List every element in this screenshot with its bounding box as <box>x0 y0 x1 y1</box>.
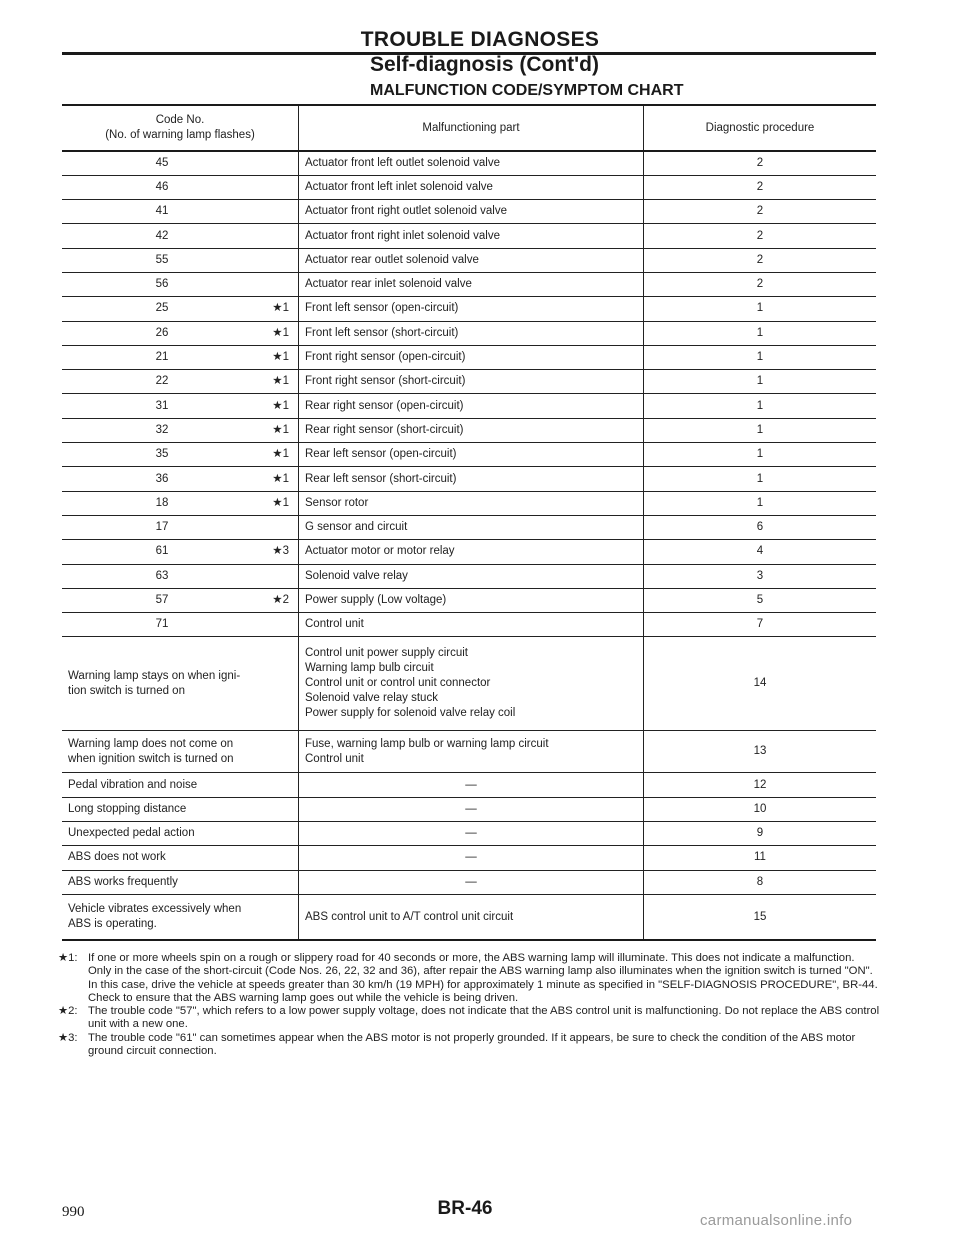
part-line: Fuse, warning lamp bulb or warning lamp circuit <box>305 737 549 750</box>
part-cell: — <box>299 773 644 797</box>
symptom-cell: Long stopping distance <box>62 797 299 821</box>
code-number: 71 <box>155 618 169 631</box>
procedure-cell: 2 <box>756 156 764 169</box>
code-number: 42 <box>155 229 169 242</box>
table-row <box>62 175 876 199</box>
symptom-line: ABS is operating. <box>68 918 157 931</box>
table-row <box>62 394 876 418</box>
procedure-cell: 1 <box>756 399 764 412</box>
footnote-1 <box>58 952 880 1005</box>
symptom-line: when ignition switch is turned on <box>68 752 234 765</box>
footnote-2 <box>58 1005 880 1032</box>
procedure-cell: 12 <box>753 778 767 791</box>
code-number: 55 <box>155 253 169 266</box>
code-number: 56 <box>155 278 169 291</box>
procedure-cell: 8 <box>756 875 764 888</box>
table-row <box>62 272 876 296</box>
code-number: 36 <box>155 472 169 485</box>
part-cell: — <box>299 846 644 870</box>
page-title: TROUBLE DIAGNOSES <box>360 28 600 51</box>
part-cell: Actuator rear outlet solenoid valve <box>299 248 644 272</box>
symptom-line: Warning lamp stays on when igni- <box>68 669 241 682</box>
footnote-3 <box>58 1032 880 1059</box>
procedure-cell: 2 <box>756 229 764 242</box>
procedure-cell: 1 <box>756 448 764 461</box>
procedure-cell: 13 <box>753 745 767 758</box>
code-number: 32 <box>155 423 169 436</box>
table-row <box>62 540 876 564</box>
code-cell <box>62 515 299 539</box>
star-note-mark: ★1 <box>272 399 289 412</box>
table-row <box>62 846 876 870</box>
code-cell <box>62 297 299 321</box>
part-cell: Actuator front left inlet solenoid valve <box>299 175 644 199</box>
symptom-cell: ABS does not work <box>62 846 299 870</box>
table-row <box>62 773 876 797</box>
procedure-cell: 7 <box>756 618 764 631</box>
procedure-cell: 1 <box>756 375 764 388</box>
part-cell <box>299 731 644 773</box>
part-cell: Actuator rear inlet solenoid valve <box>299 272 644 296</box>
star-note-mark: ★3 <box>272 545 289 558</box>
table-row <box>62 321 876 345</box>
part-line: Warning lamp bulb circuit <box>305 662 434 675</box>
watermark: carmanualsonline.info <box>700 1212 853 1229</box>
star-note-mark: ★1 <box>272 448 289 461</box>
procedure-cell: 2 <box>756 205 764 218</box>
footnote-mark: ★3: <box>58 1031 78 1044</box>
part-cell: Front left sensor (short-circuit) <box>299 321 644 345</box>
code-number: 17 <box>155 521 169 534</box>
header-code-line1: Code No. <box>155 114 205 126</box>
code-number: 45 <box>155 156 169 169</box>
procedure-cell: 3 <box>756 569 764 582</box>
code-number: 46 <box>155 180 169 193</box>
code-number: 26 <box>155 326 169 339</box>
procedure-cell: 1 <box>756 423 764 436</box>
footnote-text: If one or more wheels spin on a rough or slippery road for 40 seconds or more, the ABS warning lamp will illuminate. This does not indicate a malfunction. Only in the case of the short-circuit (Code Nos. 26, 22, 32 and 36), after repair the ABS warning lamp also illuminates when the ignition switch is turned "ON". In this case, drive the vehicle at speeds greater than 30 km/h (19 MPH) for approximately 1 minute as specified in "SELF-DIAGNOSIS PROCEDURE", BR-44. Check to ensure that the ABS warning lamp goes out while the vehicle is being driven. <box>88 952 878 1004</box>
procedure-cell: 5 <box>756 593 764 606</box>
procedure-cell: 2 <box>756 278 764 291</box>
malfunction-code-table <box>62 104 876 941</box>
part-cell: Actuator front right outlet solenoid valve <box>299 200 644 224</box>
part-cell: Actuator front right inlet solenoid valve <box>299 224 644 248</box>
table-header-row <box>62 105 876 151</box>
part-cell: Front left sensor (open-circuit) <box>299 297 644 321</box>
code-cell <box>62 248 299 272</box>
code-cell <box>62 370 299 394</box>
code-cell <box>62 224 299 248</box>
code-cell <box>62 588 299 612</box>
procedure-cell: 1 <box>756 351 764 364</box>
star-note-mark: ★1 <box>272 302 289 315</box>
part-cell: Rear right sensor (short-circuit) <box>299 418 644 442</box>
symptom-cell: ABS works frequently <box>62 870 299 894</box>
header-code-line2: (No. of warning lamp flashes) <box>105 129 255 141</box>
part-cell: G sensor and circuit <box>299 515 644 539</box>
code-cell <box>62 443 299 467</box>
symptom-line: Warning lamp does not come on <box>68 737 234 750</box>
table-row <box>62 224 876 248</box>
symptom-cell <box>62 637 299 731</box>
code-cell <box>62 467 299 491</box>
star-note-mark: ★1 <box>272 423 289 436</box>
procedure-cell: 6 <box>756 521 764 534</box>
code-cell <box>62 345 299 369</box>
code-cell <box>62 272 299 296</box>
table-row <box>62 797 876 821</box>
code-cell <box>62 564 299 588</box>
symptom-rows <box>62 773 876 894</box>
table-row <box>62 297 876 321</box>
procedure-cell: 11 <box>754 851 766 864</box>
procedure-cell: 2 <box>756 253 764 266</box>
part-cell: — <box>299 797 644 821</box>
table-row-lamp-stays-on <box>62 637 876 731</box>
table-row <box>62 515 876 539</box>
symptom-line: tion switch is turned on <box>68 684 185 697</box>
code-number: 18 <box>155 496 169 509</box>
code-number: 21 <box>155 351 169 364</box>
star-note-mark: ★1 <box>272 351 289 364</box>
procedure-cell: 1 <box>756 326 764 339</box>
procedure-cell: 1 <box>756 496 764 509</box>
code-number: 41 <box>155 205 169 218</box>
code-number: 63 <box>155 569 169 582</box>
part-cell: Rear left sensor (open-circuit) <box>299 443 644 467</box>
star-note-mark: ★1 <box>272 472 289 485</box>
symptom-cell <box>62 731 299 773</box>
code-number: 35 <box>155 448 169 461</box>
part-cell <box>299 637 644 731</box>
table-row <box>62 613 876 637</box>
footnote-mark: ★1: <box>58 952 78 964</box>
footnote-mark: ★2: <box>58 1005 78 1018</box>
header-diagnostic-procedure: Diagnostic procedure <box>705 121 815 134</box>
page-code: BR-46 <box>437 1198 493 1219</box>
table-row <box>62 588 876 612</box>
code-number: 57 <box>155 593 169 606</box>
table-row <box>62 418 876 442</box>
procedure-cell: 10 <box>753 802 767 815</box>
table-row <box>62 370 876 394</box>
procedure-cell: 1 <box>756 472 764 485</box>
table-row <box>62 870 876 894</box>
table-row <box>62 491 876 515</box>
table-row <box>62 443 876 467</box>
part-cell: Sensor rotor <box>299 491 644 515</box>
table-row-lamp-does-not-come-on <box>62 731 876 773</box>
code-number: 25 <box>155 302 169 315</box>
code-rows <box>62 151 876 637</box>
section-subtitle: Self-diagnosis (Cont'd) <box>370 53 599 76</box>
table-row-vibration <box>62 894 876 940</box>
symptom-cell: Pedal vibration and noise <box>62 773 299 797</box>
code-cell <box>62 491 299 515</box>
part-cell: Control unit <box>299 613 644 637</box>
page-number: 990 <box>62 1204 85 1220</box>
code-cell <box>62 151 299 175</box>
table-row <box>62 467 876 491</box>
table-row <box>62 151 876 175</box>
code-cell <box>62 321 299 345</box>
footnotes <box>58 952 880 1058</box>
part-cell: Rear left sensor (short-circuit) <box>299 467 644 491</box>
part-cell: Front right sensor (short-circuit) <box>299 370 644 394</box>
part-cell: — <box>299 822 644 846</box>
code-cell <box>62 540 299 564</box>
code-number: 31 <box>155 399 169 412</box>
part-cell: — <box>299 870 644 894</box>
star-note-mark: ★1 <box>272 375 289 388</box>
footnote-text: The trouble code "61" can sometimes appear when the ABS motor is not properly grounded. If it appears, be sure to check the condition of the ABS motor ground circuit connection. <box>88 1031 856 1058</box>
part-cell: Front right sensor (open-circuit) <box>299 345 644 369</box>
footnote-text: The trouble code "57", which refers to a low power supply voltage, does not indicate that the ABS control unit is malfunctioning. Do not replace the ABS control unit with a new one. <box>88 1005 880 1031</box>
star-note-mark: ★2 <box>272 593 289 606</box>
chart-title: MALFUNCTION CODE/SYMPTOM CHART <box>370 82 684 99</box>
part-cell: Solenoid valve relay <box>299 564 644 588</box>
part-line: Solenoid valve relay stuck <box>305 692 438 705</box>
star-note-mark: ★1 <box>272 326 289 339</box>
code-cell <box>62 175 299 199</box>
procedure-cell: 2 <box>756 180 764 193</box>
procedure-cell: 4 <box>756 545 764 558</box>
part-cell: Power supply (Low voltage) <box>299 588 644 612</box>
part-line: Power supply for solenoid valve relay coil <box>305 707 516 720</box>
code-cell <box>62 613 299 637</box>
header-code-no <box>62 105 299 151</box>
star-note-mark: ★1 <box>272 496 289 509</box>
symptom-cell <box>62 894 299 940</box>
code-number: 61 <box>155 545 169 558</box>
part-cell: ABS control unit to A/T control unit circuit <box>299 894 644 940</box>
table-row <box>62 822 876 846</box>
part-cell: Actuator front left outlet solenoid valve <box>299 151 644 175</box>
part-line: Control unit <box>305 752 364 765</box>
procedure-cell: 9 <box>756 827 764 840</box>
procedure-cell: 15 <box>753 910 767 923</box>
table-row <box>62 345 876 369</box>
symptom-line: Vehicle vibrates excessively when <box>68 903 242 916</box>
table-row <box>62 248 876 272</box>
header-malfunctioning-part: Malfunctioning part <box>299 105 644 151</box>
code-cell <box>62 418 299 442</box>
part-line: Control unit or control unit connector <box>305 677 491 690</box>
part-line: Control unit power supply circuit <box>305 647 468 660</box>
procedure-cell: 1 <box>756 302 764 315</box>
code-cell <box>62 200 299 224</box>
part-cell: Rear right sensor (open-circuit) <box>299 394 644 418</box>
procedure-cell: 14 <box>753 677 767 690</box>
part-cell: Actuator motor or motor relay <box>299 540 644 564</box>
symptom-cell: Unexpected pedal action <box>62 822 299 846</box>
code-number: 22 <box>155 375 169 388</box>
table-row <box>62 564 876 588</box>
code-cell <box>62 394 299 418</box>
table-row <box>62 200 876 224</box>
